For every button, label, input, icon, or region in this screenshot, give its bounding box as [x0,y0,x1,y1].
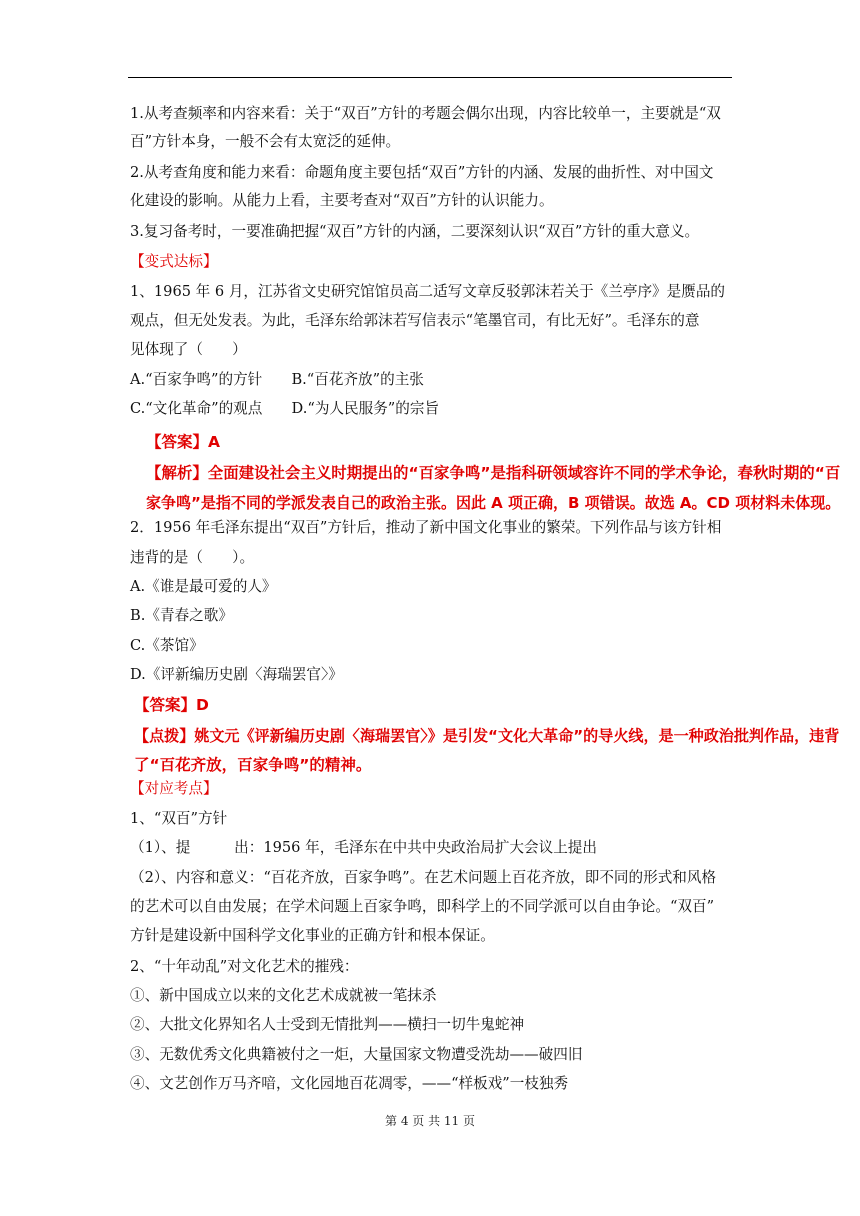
overview-line-4: 化建设的影响。从能力上看，主要考查对“双百”方针的认识能力。 [130,192,554,209]
point-2-title: 2、“十年动乱”对文化艺术的摧残： [130,958,359,975]
practice-heading: 【变式达标】 [130,253,218,270]
q2-stem-line-1: 2．1956 年毛泽东提出“双百”方针后，推动了新中国文化事业的繁荣。下列作品与该方针相 [130,519,722,536]
point-1-2-line-1: （2）、内容和意义：“百花齐放，百家争鸣”。在艺术问题上百花齐放，即不同的形式和风格 [130,869,717,886]
q2-stem-line-2: 违背的是（ ）。 [130,549,255,566]
point-1-2-line-2: 的艺术可以自由发展；在学术问题上百家争鸣，即科学上的不同学派可以自由争论。“双百” [130,898,715,915]
q1-options-row-1: A.“百家争鸣”的方针 B.“百花齐放”的主张 [130,371,424,388]
header-rule [128,77,732,78]
q1-stem-line-2: 观点，但无处发表。为此，毛泽东给郭沫若写信表示“笔墨官司，有比无好”。毛泽东的意 [130,312,700,329]
q1-stem-line-3: 见体现了（ ） [130,341,247,358]
q2-option-c: C.《茶馆》 [130,637,204,654]
q1-stem-line-1: 1、1965 年 6 月，江苏省文史研究馆馆员高二适写文章反驳郭沫若关于《兰亭序》是赝品的 [130,283,726,300]
point-2-1: ①、新中国成立以来的文化艺术成就被一笔抹杀 [130,987,437,1004]
q1-analysis-line-2: 家争鸣”是指不同的学派发表自己的政治主张。因此 A 项正确，B 项错误。故选 A。CD 项材料未体现。 [146,494,841,512]
overview-line-5: 3.复习备考时，一要准确把握“双百”方针的内涵，二要深刻认识“双百”方针的重大意义。 [130,223,700,240]
page-footer: 第 4 页 共 11 页 [385,1114,475,1128]
q1-answer: 【答案】A [146,433,220,451]
points-heading: 【对应考点】 [130,780,218,797]
q1-analysis-line-1: 【解析】全面建设社会主义时期提出的“百家争鸣”是指科研领域容许不同的学术争论，春秋时期的“百 [146,464,841,482]
q2-tip-line-1: 【点拨】姚文元《评新编历史剧〈海瑞罢官〉》是引发“文化大革命”的导火线，是一种政治批判作品，违背 [134,727,840,745]
point-1-2-line-3: 方针是建设新中国科学文化事业的正确方针和根本保证。 [130,927,495,944]
point-1-title: 1、“双百”方针 [130,810,228,827]
point-2-3: ③、无数优秀文化典籍被付之一炬，大量国家文物遭受洗劫——破四旧 [130,1046,583,1063]
overview-line-3: 2.从考查角度和能力来看：命题角度主要包括“双百”方针的内涵、发展的曲折性、对中国文 [130,164,714,181]
overview-line-2: 百”方针本身，一般不会有太宽泛的延伸。 [130,133,401,150]
point-1-1: （1）、提 出：1956 年，毛泽东在中共中央政治局扩大会议上提出 [130,839,597,856]
overview-line-1: 1.从考查频率和内容来看：关于“双百”方针的考题会偶尔出现，内容比较单一，主要就是“双 [130,105,721,122]
q2-option-d: D.《评新编历史剧〈海瑞罢官〉》 [130,666,343,683]
point-2-4: ④、文艺创作万马齐喑，文化园地百花凋零，——“样板戏”一枝独秀 [130,1075,569,1092]
point-2-2: ②、大批文化界知名人士受到无情批判——横扫一切牛鬼蛇神 [130,1016,525,1033]
q2-answer: 【答案】D [134,696,209,714]
q2-option-b: B.《青春之歌》 [130,607,233,624]
q2-option-a: A.《谁是最可爱的人》 [130,578,277,595]
q2-tip-line-2: 了“百花齐放，百家争鸣”的精神。 [134,756,372,774]
q1-options-row-2: C.“文化革命”的观点 D.“为人民服务”的宗旨 [130,400,440,417]
